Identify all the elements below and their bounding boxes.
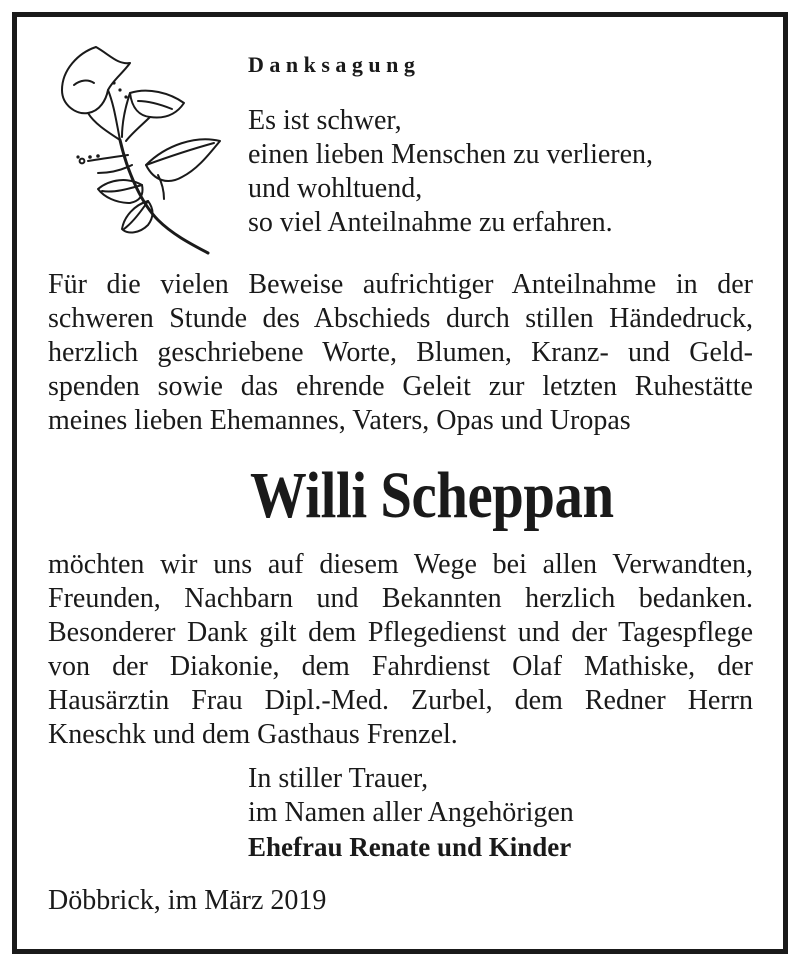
paragraph-line: spenden sowie das ehrende Geleit zur letzten Ruhestätte <box>48 371 753 402</box>
closing-line: im Namen aller Angehörigen <box>248 797 574 828</box>
paragraph-line: möchten wir uns auf diesem Wege bei allen Verwandten, <box>48 549 753 580</box>
thanks-paragraph-main <box>48 548 753 752</box>
paragraph-line: herzlich geschriebene Worte, Blumen, Kranz- und Geld- <box>48 337 753 368</box>
paragraph-line: Für die vielen Beweise aufrichtiger Anteilnahme in der <box>48 269 753 300</box>
paragraph-line: schweren Stunde des Abschieds durch stillen Händedruck, <box>48 303 753 334</box>
notice-heading: Danksagung <box>248 52 421 77</box>
paragraph-line: Kneschk und dem Gasthaus Frenzel. <box>48 719 458 750</box>
paragraph-line: von der Diakonie, dem Fahrdienst Olaf Mathiske, der <box>48 651 753 682</box>
poem-line: Es ist schwer, <box>248 105 402 136</box>
closing-line: In stiller Trauer, <box>248 763 429 794</box>
signers: Ehefrau Renate und Kinder <box>248 832 572 862</box>
paragraph-line: Besonderer Dank gilt dem Pflegedienst und der Tagespflege <box>48 617 753 648</box>
paragraph-line: Freunden, Nachbarn und Bekannten herzlich bedanken. <box>48 583 753 614</box>
calla-lily-icon <box>58 45 228 260</box>
poem <box>248 104 653 240</box>
place-date: Döbbrick, im März 2019 <box>48 885 327 916</box>
poem-line: so viel Anteilnahme zu erfahren. <box>248 207 613 238</box>
poem-line: und wohltuend, <box>248 173 423 204</box>
paragraph-line: meines lieben Ehemannes, Vaters, Opas und Uropas <box>48 405 631 436</box>
deceased-name: Willi Scheppan <box>250 459 614 532</box>
poem-line: einen lieben Menschen zu verlieren, <box>248 139 654 170</box>
closing-block <box>248 762 574 864</box>
paragraph-line: Hausärztin Frau Dipl.-Med. Zurbel, dem Redner Herrn <box>48 685 753 716</box>
thanks-paragraph-intro <box>48 268 753 438</box>
